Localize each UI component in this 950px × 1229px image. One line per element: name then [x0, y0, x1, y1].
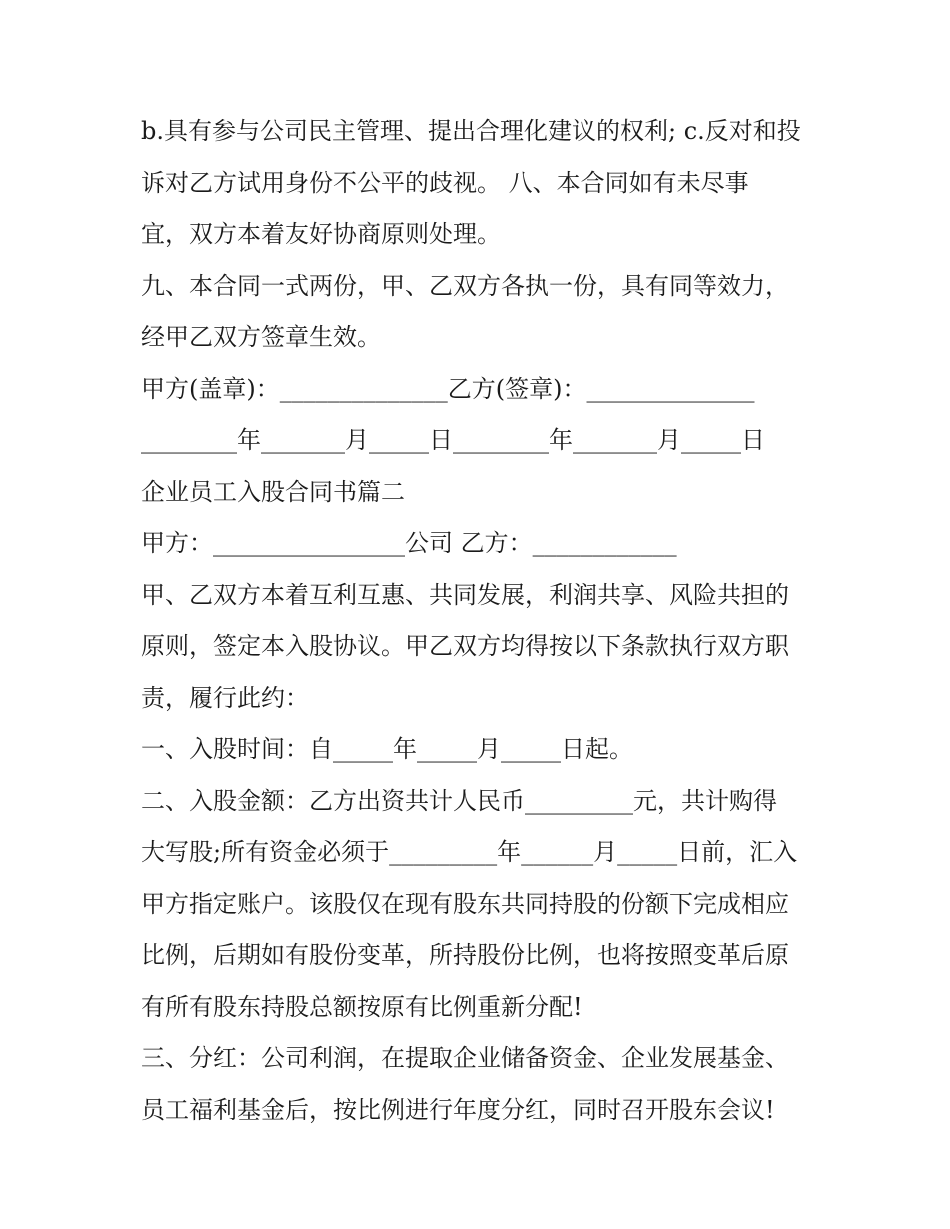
signature-line: 甲方(盖章)：______________乙方(签章)：______________ [141, 374, 755, 403]
text-line: 经甲乙双方签章生效。 [141, 323, 381, 351]
text-line: 诉对乙方试用身份不公平的歧视。 八、本合同如有未尽事 [141, 168, 749, 197]
text-line: 甲、乙双方本着互利互惠、共同发展，利润共享、风险共担的 [141, 580, 789, 609]
date-line: ________年_______月_____日________年_______月_____日 [141, 426, 765, 454]
text-line: 宜，双方本着友好协商原则处理。 [141, 220, 501, 248]
clause-line: 员工福利基金后，按比例进行年度分红，同时召开股东会议! [141, 1095, 775, 1124]
clause-line: 一、入股时间：自_____年_____月_____日起。 [141, 735, 633, 763]
clause-line: 有所有股东持股总额按原有比例重新分配! [141, 992, 583, 1021]
text-line: 责，履行此约： [141, 683, 309, 712]
clause-line: 三、分红：公司利润，在提取企业储备资金、企业发展基金、 [141, 1044, 789, 1072]
text-line: 原则，签定本入股协议。甲乙双方均得按以下条款执行双方职 [141, 632, 789, 660]
parties-line: 甲方：________________公司 乙方：____________ [141, 529, 677, 557]
clause-line: 甲方指定账户。该股仅在现有股东共同持股的份额下完成相应 [141, 889, 789, 918]
document-body [141, 106, 821, 1136]
clause-line: 比例，后期如有股份变革，所持股份比例，也将按照变革后原 [141, 941, 789, 969]
text-line: 九、本合同一式两份，甲、乙双方各执一份，具有同等效力， [141, 271, 789, 300]
clause-line: 大写股;所有资金必须于_________年______月_____日前，汇入 [141, 838, 798, 866]
clause-line: 二、入股金额：乙方出资共计人民币_________元，共计购得 [141, 786, 777, 815]
section-heading: 企业员工入股合同书篇二 [141, 477, 405, 506]
text-line: b.具有参与公司民主管理、提出合理化建议的权利; c.反对和投 [141, 117, 801, 145]
